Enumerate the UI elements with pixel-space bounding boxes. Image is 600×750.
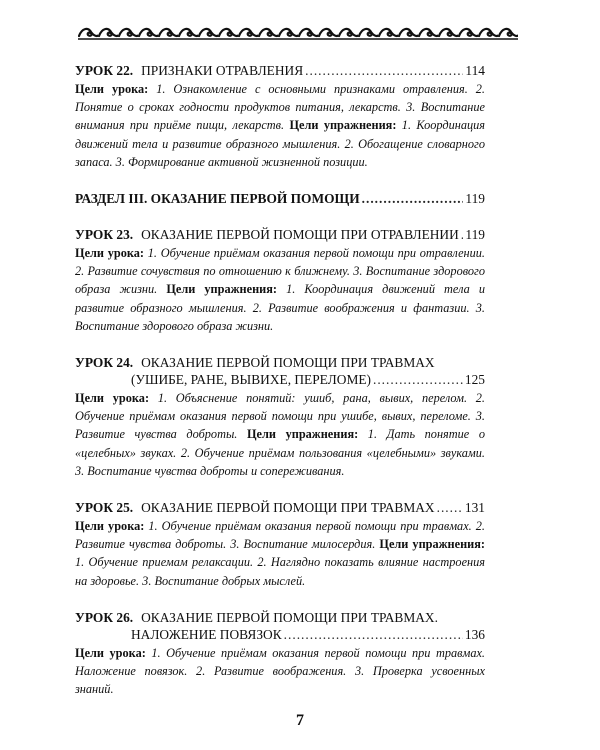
goals-text: 1. Ознакомление с основными признаками отравления. 2. Понятие о сроках годности продуктов питания, лекарств. 3. Воспитание внимания при приёме пищи, лекарств. [75,82,485,133]
goals-text: 1. Обучение приёмам оказания первой помощи при травмах. Наложение повязок. 2. Развитие воображения. 3. Проверка усвоенных знаний. [75,645,485,697]
lesson-title: ПРИЗНАКИ ОТРАВЛЕНИЯ [141,63,304,78]
lesson-number: УРОК 26. [75,609,134,625]
decorative-wave-border [78,24,518,42]
lesson-title: ОКАЗАНИЕ ПЕРВОЙ ПОМОЩИ ПРИ ОТРАВЛЕНИИ [141,227,459,243]
lesson-description [75,517,485,590]
lesson-title: ОКАЗАНИЕ ПЕРВОЙ ПОМОЩИ ПРИ ТРАВМАХ [141,355,435,371]
toc-entry-lesson-22 [75,62,485,171]
lesson-number: УРОК 24. [75,355,134,371]
section-title: РАЗДЕЛ III. ОКАЗАНИЕ ПЕРВОЙ ПОМОЩИ [75,191,360,207]
leader-dots [305,62,463,79]
exercise-label: Цели упражнения: [289,118,397,133]
lesson-title-continued: НАЛОЖЕНИЕ ПОВЯЗОК [131,626,282,642]
toc-entry-lesson-26 [75,609,485,699]
page-ref: 114 [465,63,485,78]
lesson-description [75,80,485,171]
goals-label: Цели урока: [75,246,145,261]
exercise-label: Цели упражнения: [166,282,278,297]
page-ref: 131 [464,500,485,516]
lesson-title: ОКАЗАНИЕ ПЕРВОЙ ПОМОЩИ ПРИ ТРАВМАХ [141,500,435,516]
exercise-label: Цели упражнения: [246,427,359,442]
page-ref: 119 [465,191,485,207]
goals-text: 1. Объяснение понятий: ушиб, рана, вывих, перелом. 2. Обучение приёмам оказания первой помощи при ушибе, вывих, переломе. 3. Развитие чувства доброты. [75,391,486,442]
goals-label: Цели урока: [75,645,146,660]
toc-entry-lesson-25 [75,499,485,590]
toc-entry-lesson-23 [75,226,485,335]
lesson-number: УРОК 23. [75,227,134,243]
leader-dots [362,190,464,207]
exercise-text: 1. Дать понятие о «целебных» звуках. 2. Обучение приёмам пользования «целебными» звуками. 3. Воспитание чувства доброты и сопереживания. [75,427,486,478]
leader-dots [284,626,463,643]
page-number: 7 [296,712,304,729]
goals-text: 1. Обучение приёмам оказания первой помощи при травмах. 2. Развитие чувства доброты. 3. Воспитание милосердия. [75,519,486,552]
toc-entry-section-3 [75,190,485,207]
exercise-text: 1. Обучение приемам релаксации. 2. Наглядно показать влияние настроения на здоровье. 3. Воспитание добрых мыслей. [75,555,485,588]
page-ref: 136 [464,626,485,642]
lesson-title: ОКАЗАНИЕ ПЕРВОЙ ПОМОЩИ ПРИ ТРАВМАХ. [141,609,438,625]
table-of-contents [75,62,485,717]
leader-dots [437,499,463,516]
lesson-description [75,389,485,480]
page-ref: 119 [465,227,485,243]
goals-label: Цели урока: [75,82,149,96]
exercise-label: Цели упражнения: [379,537,486,552]
lesson-number: УРОК 22. [75,63,134,78]
page-ref: 125 [464,372,485,388]
goals-label: Цели урока: [75,519,145,534]
exercise-text: 1. Координация движений тела и развитие образного мышления. 2. Обогащение словарного запаса. 3. Формирование активной жизненной позиции. [75,118,485,169]
lesson-number: УРОК 25. [75,500,134,516]
leader-dots [373,371,463,388]
lesson-title-continued: (УШИБЕ, РАНЕ, ВЫВИХЕ, ПЕРЕЛОМЕ) [131,372,371,388]
exercise-text: 1. Координация движений тела и развитие образного мышления. 2. Развитие воображения и фантазии. 3. Воспитание здорового образа жизни. [75,282,485,333]
leader-dots [461,226,464,243]
goals-text: 1. Обучение приёмам оказания первой помощи при отравлении. 2. Развитие сочувствия по отношению к ближнему. 3. Воспитание здорового образа жизни. [75,246,486,297]
goals-label: Цели урока: [75,391,150,406]
lesson-description [75,644,485,699]
toc-entry-lesson-24 [75,354,485,480]
lesson-description [75,244,485,335]
